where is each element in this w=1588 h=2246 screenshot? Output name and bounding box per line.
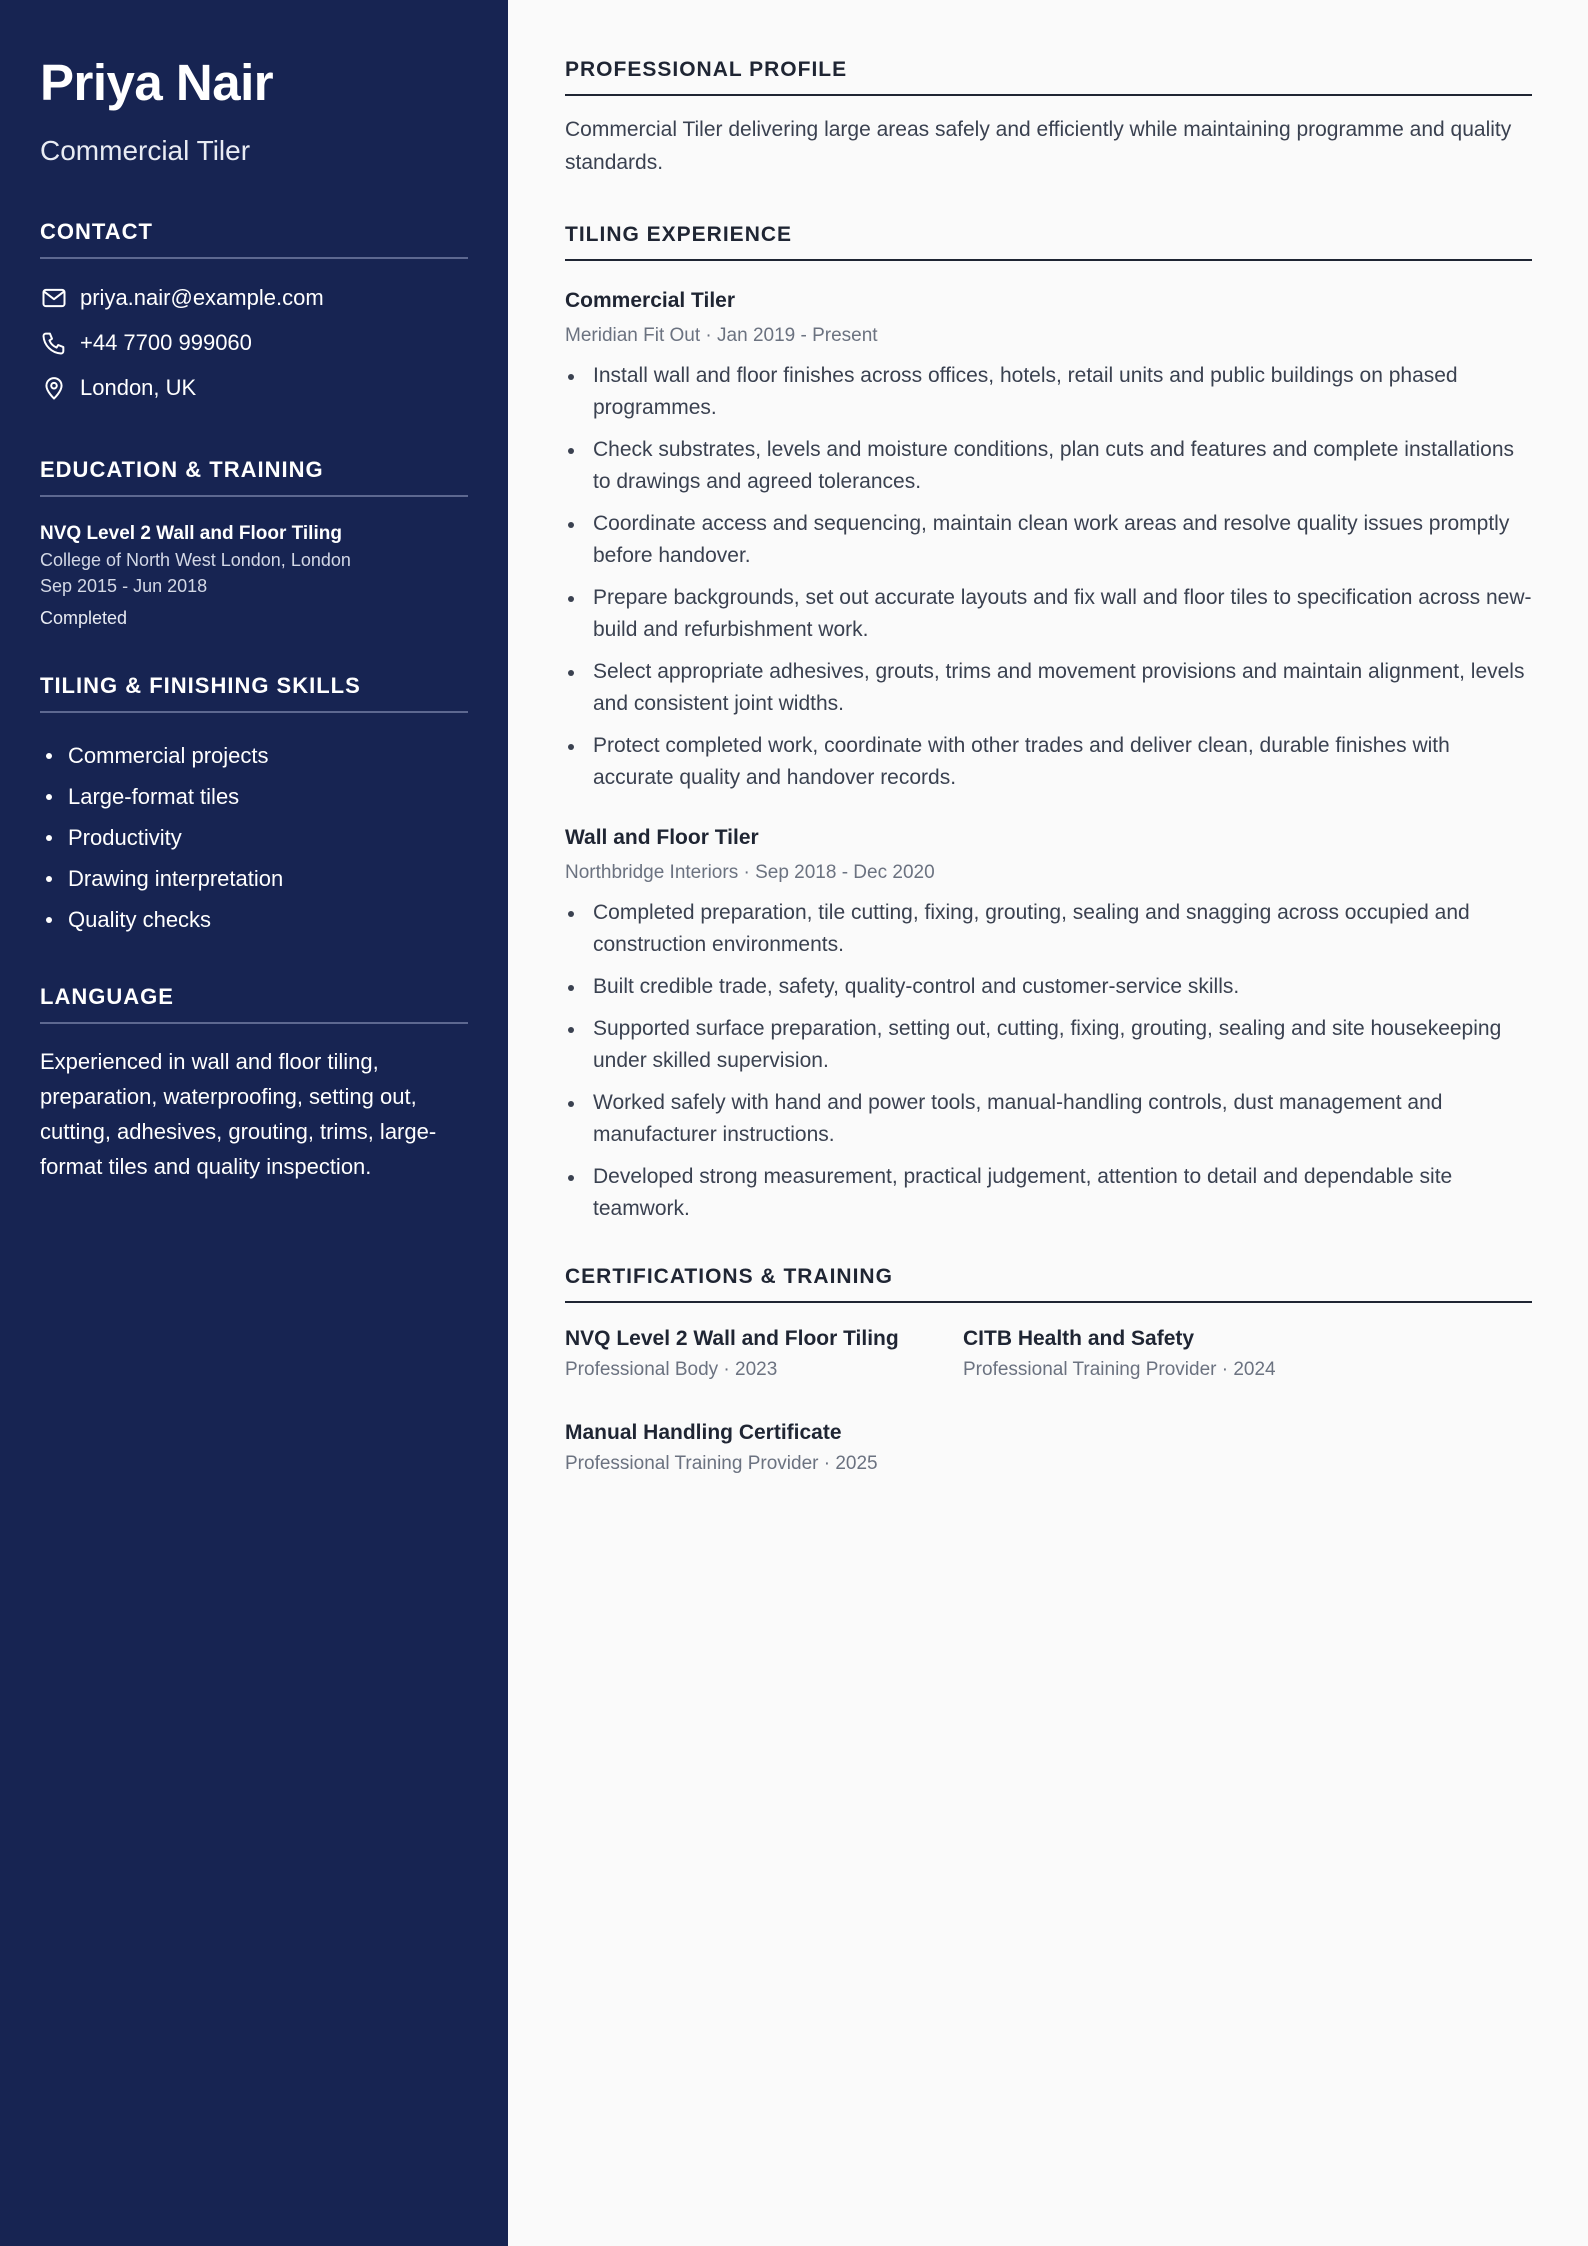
certification-item: [565, 1419, 963, 1477]
job-bullets: [565, 360, 1532, 794]
skill-item: Quality checks: [40, 899, 468, 940]
certification-title: NVQ Level 2 Wall and Floor Tiling: [565, 1327, 899, 1350]
contact-heading: CONTACT: [40, 219, 468, 259]
education-section: [40, 457, 468, 631]
language-heading: LANGUAGE: [40, 984, 468, 1024]
job-entry: [565, 824, 1532, 1225]
job-bullet: Prepare backgrounds, set out accurate layouts and fix wall and floor tiles to specification across new-build and refurbishment work.: [565, 582, 1532, 646]
contact-location-text: London, UK: [80, 374, 197, 400]
certifications-grid: [565, 1315, 1532, 1503]
education-institution: College of North West London, London: [40, 550, 351, 570]
certification-meta: Professional Training Provider · 2024: [963, 1359, 1276, 1380]
job-meta: Northbridge Interiors · Sep 2018 - Dec 2020: [565, 862, 935, 883]
job-bullet: Select appropriate adhesives, grouts, trims and movement provisions and maintain alignment, levels and consistent joint widths.: [565, 656, 1532, 720]
job-bullet: Supported surface preparation, setting out, cutting, fixing, grouting, sealing and site housekeeping under skilled supervision.: [565, 1013, 1532, 1077]
contact-list: [40, 275, 468, 410]
contact-phone[interactable]: [40, 320, 468, 365]
job-entry: [565, 287, 1532, 794]
certification-title: CITB Health and Safety: [963, 1327, 1195, 1350]
phone-icon: [40, 329, 68, 357]
skills-list: [40, 735, 468, 940]
contact-email[interactable]: [40, 275, 468, 320]
main-content: [508, 0, 1588, 2246]
education-title: NVQ Level 2 Wall and Floor Tiling: [40, 523, 342, 544]
candidate-role: Commercial Tiler: [40, 135, 251, 166]
contact-location: [40, 365, 468, 410]
experience-heading: TILING EXPERIENCE: [565, 223, 1532, 261]
job-bullet: Protect completed work, coordinate with other trades and deliver clean, durable finishes with accurate quality and handover records.: [565, 730, 1532, 794]
job-bullet: Worked safely with hand and power tools, manual-handling controls, dust management and manufacturer instructions.: [565, 1087, 1532, 1151]
job-bullet: Install wall and floor finishes across offices, hotels, retail units and public buildings on phased programmes.: [565, 360, 1532, 424]
job-meta: Meridian Fit Out · Jan 2019 - Present: [565, 325, 878, 346]
profile-text: Commercial Tiler delivering large areas safely and efficiently while maintaining programme and quality standards.: [565, 118, 1512, 174]
certification-meta: Professional Body · 2023: [565, 1359, 778, 1380]
skills-section: [40, 673, 468, 940]
job-title: Wall and Floor Tiler: [565, 826, 759, 849]
profile-heading: PROFESSIONAL PROFILE: [565, 58, 1532, 96]
job-bullet: Developed strong measurement, practical judgement, attention to detail and dependable site teamwork.: [565, 1161, 1532, 1225]
profile-section: [565, 58, 1532, 179]
certification-title: Manual Handling Certificate: [565, 1421, 842, 1444]
certifications-heading: CERTIFICATIONS & TRAINING: [565, 1265, 1532, 1303]
education-status: Completed: [40, 608, 128, 628]
contact-section: [40, 219, 468, 410]
job-bullets: [565, 897, 1532, 1225]
skills-heading: TILING & FINISHING SKILLS: [40, 673, 468, 713]
education-dates: Sep 2015 - Jun 2018: [40, 576, 208, 596]
certifications-section: [565, 1265, 1532, 1503]
skill-item: Commercial projects: [40, 735, 468, 776]
location-pin-icon: [40, 374, 68, 402]
contact-phone-text[interactable]: +44 7700 999060: [80, 329, 252, 355]
job-bullet: Coordinate access and sequencing, maintain clean work areas and resolve quality issues promptly before handover.: [565, 508, 1532, 572]
certification-item: [565, 1325, 963, 1383]
education-heading: EDUCATION & TRAINING: [40, 457, 468, 497]
certification-meta: Professional Training Provider · 2025: [565, 1453, 878, 1474]
skill-item: Drawing interpretation: [40, 858, 468, 899]
skill-item: Productivity: [40, 817, 468, 858]
job-title: Commercial Tiler: [565, 289, 736, 312]
sidebar: [0, 0, 508, 2246]
contact-email-text[interactable]: priya.nair@example.com: [80, 284, 324, 310]
language-text: Experienced in wall and floor tiling, preparation, waterproofing, setting out, cutting, adhesives, grouting, trims, large-format tiles and quality inspection.: [40, 1049, 437, 1179]
job-bullet: Built credible trade, safety, quality-control and customer-service skills.: [565, 971, 1532, 1003]
mail-icon: [40, 284, 68, 312]
job-bullet: Check substrates, levels and moisture conditions, plan cuts and features and complete installations to drawings and agreed tolerances.: [565, 434, 1532, 498]
job-bullet: Completed preparation, tile cutting, fixing, grouting, sealing and snagging across occupied and construction environments.: [565, 897, 1532, 961]
certification-item: [963, 1325, 1361, 1383]
skill-item: Large-format tiles: [40, 776, 468, 817]
candidate-name: Priya Nair: [40, 54, 274, 111]
language-section: [40, 984, 468, 1184]
experience-section: [565, 223, 1532, 1225]
